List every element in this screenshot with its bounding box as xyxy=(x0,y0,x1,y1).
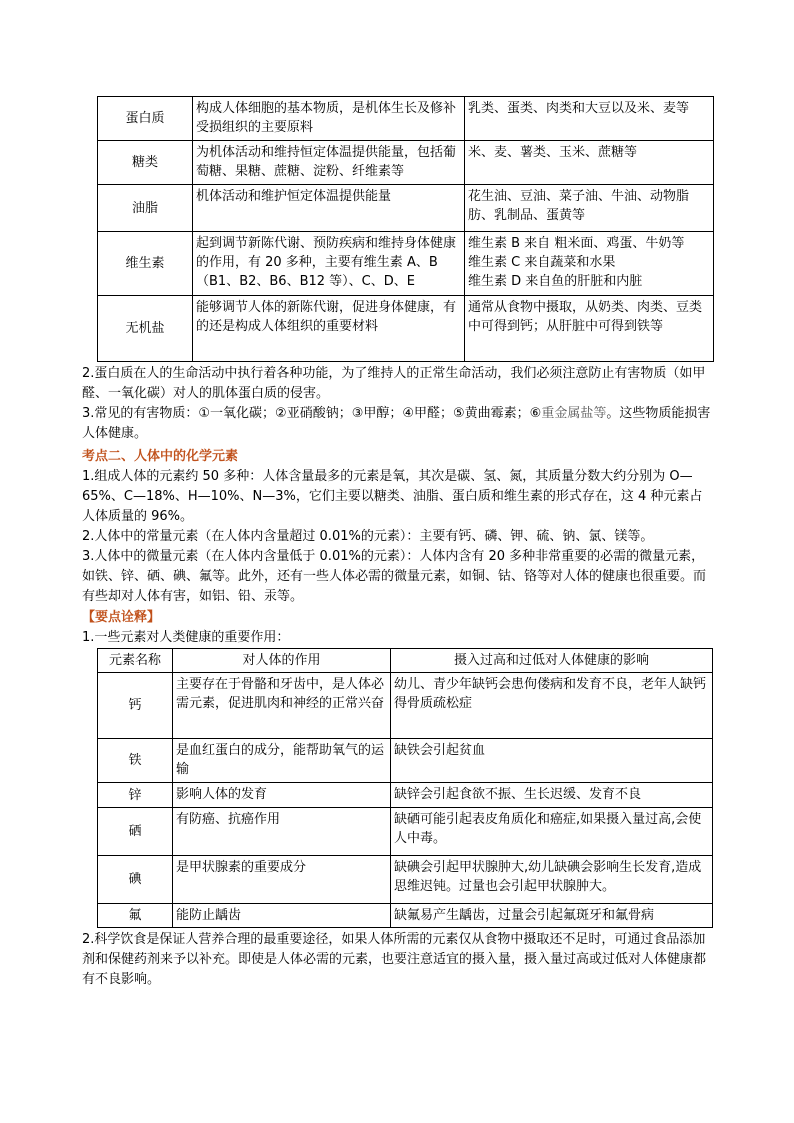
nutrient-function: 能够调节人体的新陈代谢，促进身体健康，有的还是构成人体组织的重要材料 xyxy=(193,296,465,362)
text-run: 重金属盐等 xyxy=(541,406,607,421)
nutrient-function: 起到调节新陈代谢、预防疾病和维持身体健康的作用，有 20 多种，主要有维生素 A、B（B1、B2、B6、B12 等）、C、D、E xyxy=(193,232,465,296)
nutrient-name: 维生素 xyxy=(98,232,193,296)
element-effect: 缺铁会引起贫血 xyxy=(391,739,713,783)
element-role: 是甲状腺素的重要成分 xyxy=(173,856,391,904)
element-name: 锌 xyxy=(98,783,173,808)
element-effect: 缺氟易产生龋齿，过量会引起氟斑牙和氟骨病 xyxy=(391,904,713,928)
text-run: 3.常见的有害物质：①一氧化碳；②亚硝酸钠；③甲醇；④甲醛；⑤黄曲霉素；⑥ xyxy=(82,406,542,421)
element-name: 硒 xyxy=(98,808,173,856)
paragraph: 3.人体中的微量元素（在人体内含量低于 0.01%的元素）：人体内含有 20 多种非常重要的必需的微量元素，如铁、锌、硒、碘、氟等。此外，还有一些人体必需的微量元素，如铜、钴、铬等对人体的健康也很重要。而有些却对人体有害，如铝、铅、汞等。 xyxy=(82,549,707,604)
element-role: 主要存在于骨骼和牙齿中，是人体必需元素，促进肌肉和神经的正常兴奋 xyxy=(173,673,391,739)
element-effect: 缺硒可能引起表皮角质化和癌症,如果摄入量过高,会使人中毒。 xyxy=(391,808,713,856)
element-name: 钙 xyxy=(98,673,173,739)
element-effect: 缺锌会引起食欲不振、生长迟缓、发育不良 xyxy=(391,783,713,808)
paragraph: 2.人体中的常量元素（在人体内含量超过 0.01%的元素）：主要有钙、磷、钾、硫、钠、氯、镁等。 xyxy=(82,529,654,544)
element-role: 能防止龋齿 xyxy=(173,904,391,928)
element-table xyxy=(97,648,713,928)
nutrient-source xyxy=(465,232,714,296)
table-row xyxy=(98,808,713,856)
paragraph: 2.蛋白质在人的生命活动中执行着各种功能，为了维持人的正常生命活动，我们必须注意防止有害物质（如甲醛、一氧化碳）对人的肌体蛋白质的侵害。 xyxy=(82,366,706,401)
nutrient-name: 油脂 xyxy=(98,185,193,232)
table-row xyxy=(98,739,713,783)
table-row xyxy=(98,673,713,739)
nutrient-function: 构成人体细胞的基本物质，是机体生长及修补受损组织的主要原料 xyxy=(193,97,465,141)
section-heading: 考点二、人体中的化学元素 xyxy=(82,449,239,464)
table-row xyxy=(98,185,714,232)
nutrient-function: 为机体活动和维持恒定体温提供能量，包括葡萄糖、果糖、蔗糖、淀粉、纤维素等 xyxy=(193,141,465,185)
table-row xyxy=(98,141,714,185)
element-effect: 幼儿、青少年缺钙会患佝偻病和发育不良，老年人缺钙得骨质疏松症 xyxy=(391,673,713,739)
element-name: 氟 xyxy=(98,904,173,928)
nutrient-source: 花生油、豆油、菜子油、牛油、动物脂肪、乳制品、蛋黄等 xyxy=(465,185,714,232)
source-line: 维生素 D 来自鱼的肝脏和内脏 xyxy=(468,274,643,289)
source-line: 维生素 C 来自蔬菜和水果 xyxy=(468,255,616,270)
table-row xyxy=(98,296,714,362)
table-row xyxy=(98,856,713,904)
element-effect: 缺碘会引起甲状腺肿大,幼儿缺碘会影响生长发育,造成思维迟钝。过量也会引起甲状腺肿大。 xyxy=(391,856,713,904)
paragraph: 1.组成人体的元素约 50 多种：人体含量最多的元素是氧，其次是碳、氢、氮，其质量分数大约分别为 O—65%、C—18%、H—10%、N—3%，它们主要以糖类、油脂、蛋白质和维生素的形式存在，这 4 种元素占人体质量的 96%。 xyxy=(82,469,703,524)
element-name: 碘 xyxy=(98,856,173,904)
key-points-heading: 【要点诠释】 xyxy=(82,610,161,625)
nutrient-name: 蛋白质 xyxy=(98,97,193,141)
element-name: 铁 xyxy=(98,739,173,783)
table-row xyxy=(98,232,714,296)
table-row xyxy=(98,97,714,141)
element-role: 影响人体的发育 xyxy=(173,783,391,808)
paragraph xyxy=(82,404,714,444)
nutrient-name: 糖类 xyxy=(98,141,193,185)
table-row xyxy=(98,783,713,808)
element-role: 是血红蛋白的成分，能帮助氧气的运输 xyxy=(173,739,391,783)
nutrient-function: 机体活动和维护恒定体温提供能量 xyxy=(193,185,465,232)
table-header-row xyxy=(98,649,713,673)
table-row xyxy=(98,904,713,928)
document-page xyxy=(82,96,714,990)
text-run: 。这些物质能损害人体健康。 xyxy=(82,406,711,441)
paragraph: 2.科学饮食是保证人营养合理的最重要途径，如果人体所需的元素仅从食物中摄取还不足时，可通过食品添加剂和保健药剂来予以补充。即使是人体必需的元素，也要注意适宜的摄入量，摄入量过高或过低对人体健康都有不良影响。 xyxy=(82,932,707,987)
column-header: 元素名称 xyxy=(98,649,173,673)
nutrient-source: 乳类、蛋类、肉类和大豆以及米、麦等 xyxy=(465,97,714,141)
paragraph: 1.一些元素对人类健康的重要作用： xyxy=(82,630,290,645)
column-header: 对人体的作用 xyxy=(173,649,391,673)
nutrient-source: 通常从食物中摄取，从奶类、肉类、豆类中可得到钙；从肝脏中可得到铁等 xyxy=(465,296,714,362)
column-header: 摄入过高和过低对人体健康的影响 xyxy=(391,649,713,673)
nutrient-table xyxy=(97,96,714,362)
source-line: 维生素 B 来自 粗米面、鸡蛋、牛奶等 xyxy=(468,236,685,251)
nutrient-source: 米、麦、薯类、玉米、蔗糖等 xyxy=(465,141,714,185)
nutrient-name: 无机盐 xyxy=(98,296,193,362)
element-role: 有防癌、抗癌作用 xyxy=(173,808,391,856)
